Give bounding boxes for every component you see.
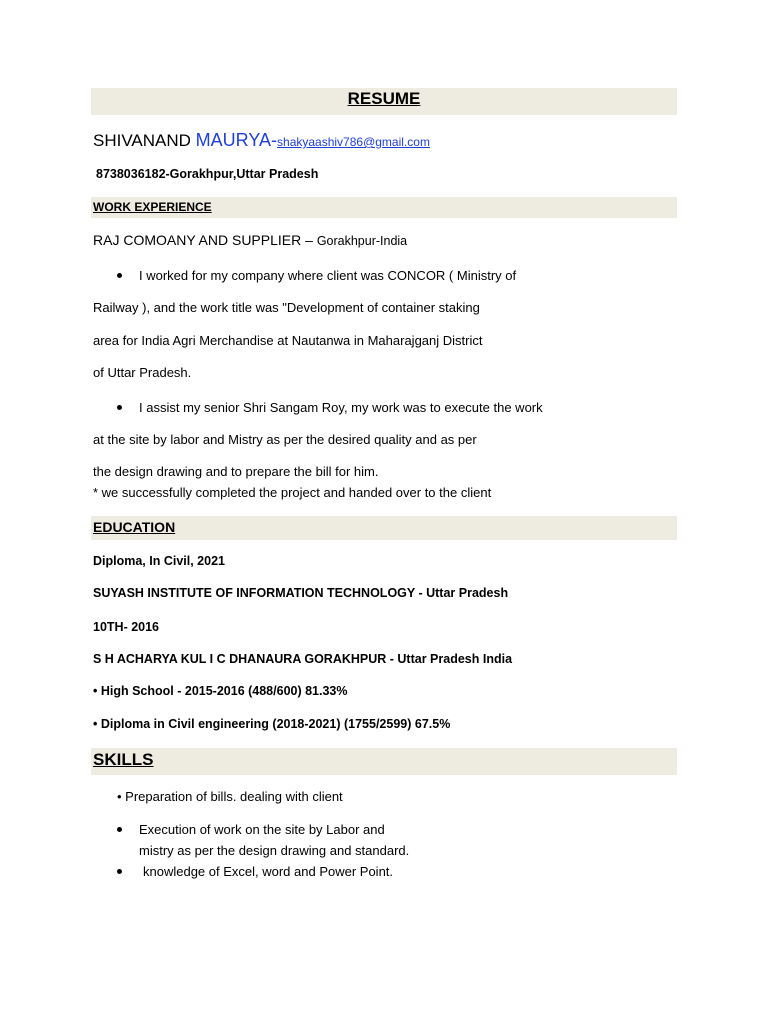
company-line — [93, 232, 407, 248]
skill-item-2-line1: Execution of work on the site by Labor and — [139, 822, 385, 837]
work-bullet2-line4: * we successfully completed the project and handed over to the client — [93, 485, 492, 500]
skills-heading: SKILLS — [93, 750, 154, 769]
resume-title: RESUME — [347, 89, 421, 108]
education-line-5: • High School - 2015-2016 (488/600) 81.33% — [93, 684, 348, 698]
education-line-2: SUYASH INSTITUTE OF INFORMATION TECHNOLOGY - Uttar Pradesh — [93, 586, 509, 600]
bullet-dot — [117, 405, 122, 410]
work-experience-band — [91, 197, 677, 218]
company-location: Gorakhpur-India — [316, 234, 408, 248]
skill-item-1: • Preparation of bills. dealing with client — [117, 789, 343, 804]
work-bullet1-line2: Railway ), and the work title was "Development of container staking — [93, 300, 480, 315]
education-line-6: • Diploma in Civil engineering (2018-2021) (1755/2599) 67.5% — [93, 717, 451, 731]
education-band — [91, 516, 677, 540]
education-line-1: Diploma, In Civil, 2021 — [93, 554, 225, 568]
title-band — [91, 88, 677, 115]
skills-band — [91, 748, 677, 775]
first-name: SHIVANAND — [93, 131, 191, 150]
work-bullet1-line4: of Uttar Pradesh. — [93, 365, 192, 380]
work-bullet2-line1: I assist my senior Shri Sangam Roy, my work was to execute the work — [139, 400, 543, 415]
bullet-dot — [117, 869, 122, 874]
work-bullet2-line2: at the site by labor and Mistry as per the desired quality and as per — [93, 432, 477, 447]
work-bullet1-line1: I worked for my company where client was CONCOR ( Ministry of — [139, 268, 517, 283]
education-line-4: S H ACHARYA KUL I C DHANAURA GORAKHPUR - Uttar Pradesh India — [93, 652, 513, 666]
work-bullet2-line3: the design drawing and to prepare the bill for him. — [93, 464, 379, 479]
skill-item-3: knowledge of Excel, word and Power Point. — [143, 864, 394, 879]
skill-item-2-line2: mistry as per the design drawing and standard. — [139, 843, 410, 858]
email-link[interactable]: shakyaashiv786@gmail.com — [277, 135, 430, 149]
education-heading: EDUCATION — [93, 519, 176, 535]
name-line — [93, 130, 430, 151]
work-experience-heading: WORK EXPERIENCE — [93, 200, 212, 214]
bullet-dot — [117, 273, 122, 278]
bullet-dot — [117, 827, 122, 832]
last-name: MAURYA- — [195, 130, 278, 150]
company-name: RAJ COMOANY AND SUPPLIER – — [93, 232, 313, 248]
education-line-3: 10TH- 2016 — [93, 620, 160, 634]
work-bullet1-line3: area for India Agri Merchandise at Nautanwa in Maharajganj District — [93, 333, 483, 348]
contact-info: 8738036182-Gorakhpur,Uttar Pradesh — [96, 167, 319, 181]
